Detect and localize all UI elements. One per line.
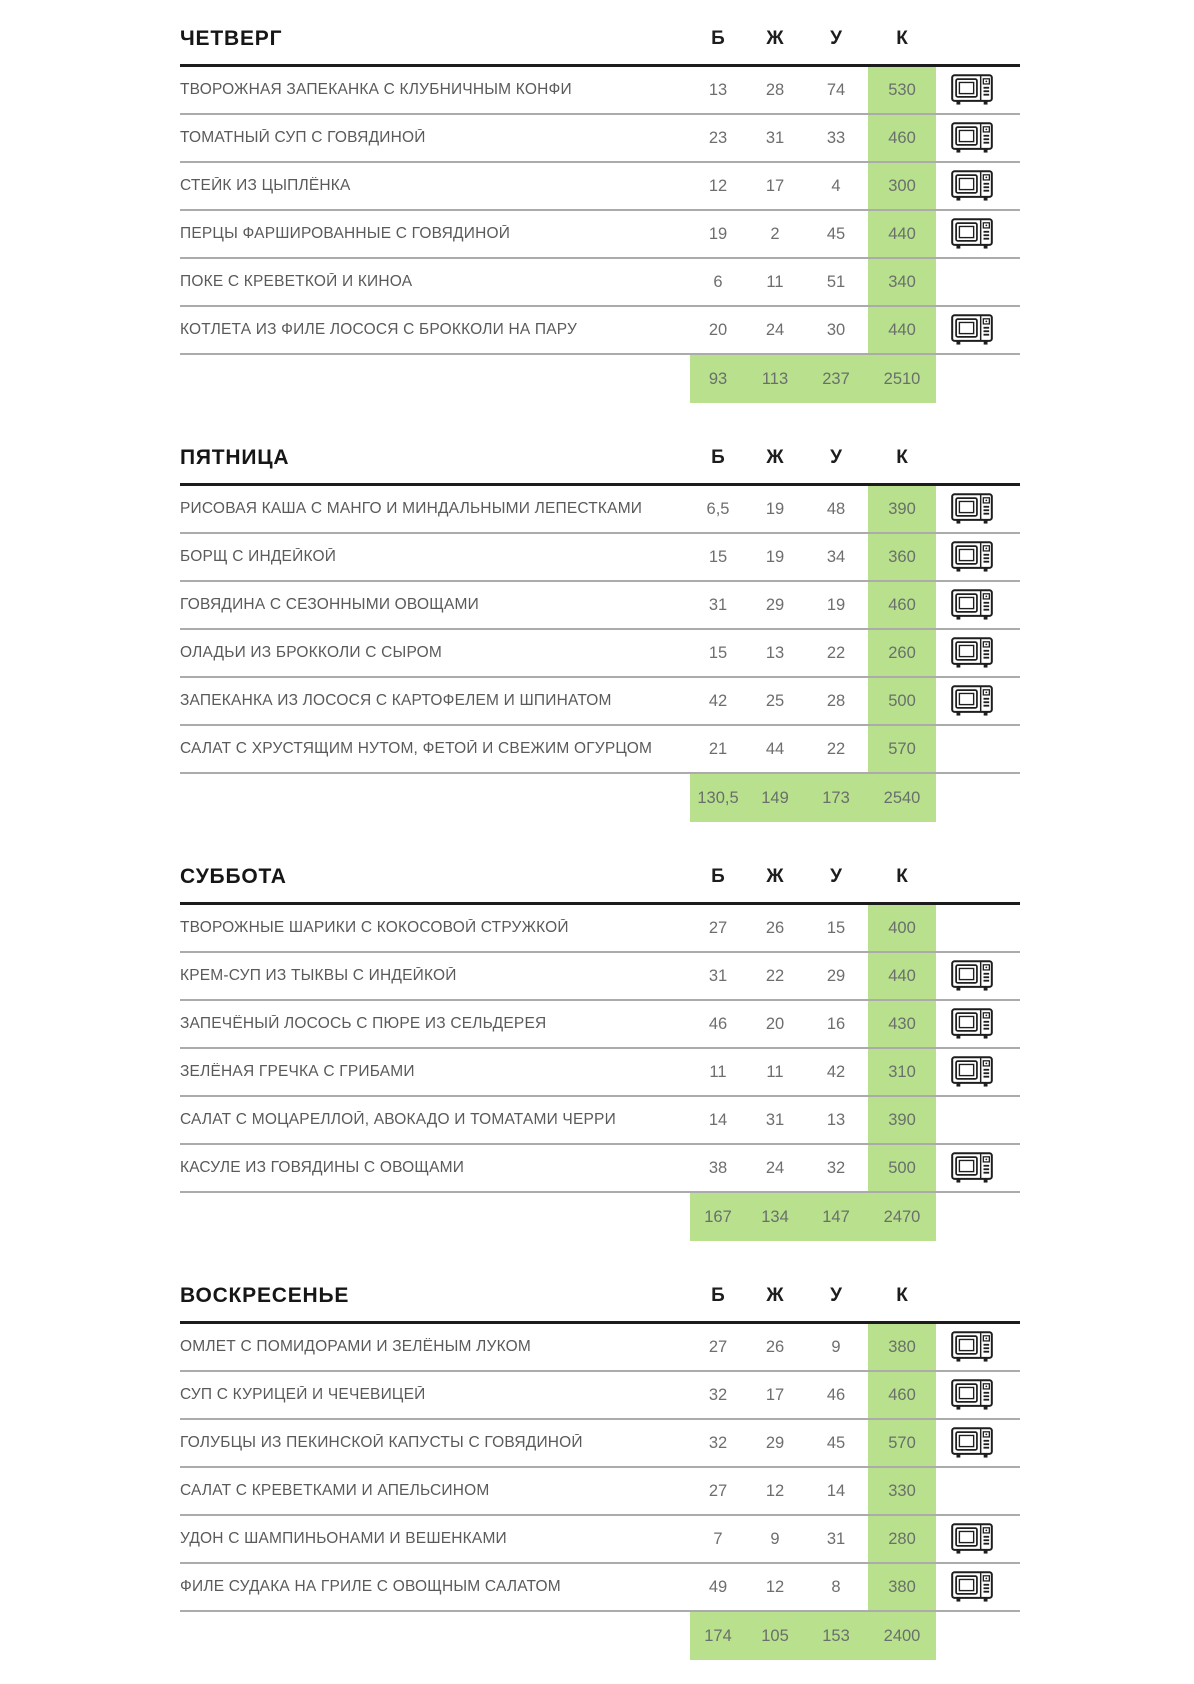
carbs-value: 31: [826, 1529, 846, 1548]
table-row: [180, 1468, 1020, 1516]
calories-value: 380: [868, 1324, 936, 1370]
carbs-value: 45: [826, 224, 846, 243]
carbs-value: 32: [826, 1158, 846, 1177]
fat-value: 31: [765, 1110, 785, 1129]
table-row: [180, 259, 1020, 307]
carbs-value: 29: [826, 966, 846, 985]
microwave-icon: [936, 905, 1008, 951]
dish-name: КРЕМ-СУП ИЗ ТЫКВЫ С ИНДЕЙКОЙ: [180, 967, 457, 984]
col-header-carbs: У: [830, 447, 842, 468]
total-calories: 2400: [868, 1612, 936, 1660]
calories-value: 530: [868, 67, 936, 113]
day-title: ПЯТНИЦА: [180, 446, 290, 469]
table-row: [180, 1097, 1020, 1145]
fat-value: 19: [765, 499, 785, 518]
protein-value: 7: [713, 1529, 723, 1548]
table-row: [180, 1372, 1020, 1420]
fat-value: 22: [765, 966, 785, 985]
fat-value: 17: [765, 176, 785, 195]
dish-name: ФИЛЕ СУДАКА НА ГРИЛЕ С ОВОЩНЫМ САЛАТОМ: [180, 1578, 561, 1595]
dish-name: БОРЩ С ИНДЕЙКОЙ: [180, 548, 337, 565]
total-carbs: 237: [804, 355, 868, 403]
protein-value: 31: [708, 595, 728, 614]
carbs-value: 48: [826, 499, 846, 518]
calories-value: 500: [868, 1145, 936, 1191]
total-carbs: 153: [804, 1612, 868, 1660]
col-header-fat: Ж: [766, 1285, 784, 1306]
carbs-value: 33: [826, 128, 846, 147]
col-header-fat: Ж: [766, 28, 784, 49]
day-section: [180, 433, 1020, 822]
fat-value: 28: [765, 80, 785, 99]
protein-value: 42: [708, 691, 728, 710]
calories-value: 570: [868, 1420, 936, 1466]
dish-name: ТВОРОЖНЫЕ ШАРИКИ С КОКОСОВОЙ СТРУЖКОЙ: [180, 919, 569, 936]
fat-value: 12: [765, 1481, 785, 1500]
table-row: [180, 534, 1020, 582]
dish-name: САЛАТ С МОЦАРЕЛЛОЙ, АВОКАДО И ТОМАТАМИ ЧЕРРИ: [180, 1111, 616, 1128]
dish-rows: [180, 486, 1020, 774]
day-section: [180, 852, 1020, 1241]
microwave-icon: [936, 1001, 1008, 1047]
protein-value: 19: [708, 224, 728, 243]
fat-value: 12: [765, 1577, 785, 1596]
calories-value: 310: [868, 1049, 936, 1095]
calories-value: 500: [868, 678, 936, 724]
dish-name: ОМЛЕТ С ПОМИДОРАМИ И ЗЕЛЁНЫМ ЛУКОМ: [180, 1338, 531, 1355]
carbs-value: 13: [826, 1110, 846, 1129]
col-header-fat: Ж: [766, 866, 784, 887]
table-row: [180, 953, 1020, 1001]
carbs-value: 4: [831, 176, 841, 195]
dish-name: КОТЛЕТА ИЗ ФИЛЕ ЛОСОСЯ С БРОККОЛИ НА ПАРУ: [180, 321, 578, 338]
carbs-value: 14: [826, 1481, 846, 1500]
carbs-value: 22: [826, 643, 846, 662]
fat-value: 2: [770, 224, 780, 243]
dish-name: ПОКЕ С КРЕВЕТКОЙ И КИНОА: [180, 273, 413, 290]
carbs-value: 15: [826, 918, 846, 937]
table-row: [180, 726, 1020, 774]
protein-value: 6,5: [706, 499, 730, 518]
fat-value: 29: [765, 1433, 785, 1452]
table-row: [180, 115, 1020, 163]
microwave-icon: [936, 534, 1008, 580]
carbs-value: 8: [831, 1577, 841, 1596]
dish-name: РИСОВАЯ КАША С МАНГО И МИНДАЛЬНЫМИ ЛЕПЕСТКАМИ: [180, 500, 643, 517]
dish-name: УДОН С ШАМПИНЬОНАМИ И ВЕШЕНКАМИ: [180, 1530, 507, 1547]
table-row: [180, 1001, 1020, 1049]
dish-name: ТВОРОЖНАЯ ЗАПЕКАНКА С КЛУБНИЧНЫМ КОНФИ: [180, 81, 572, 98]
microwave-icon: [936, 582, 1008, 628]
table-row: [180, 1420, 1020, 1468]
calories-value: 400: [868, 905, 936, 951]
microwave-icon: [936, 211, 1008, 257]
day-title: ВОСКРЕСЕНЬЕ: [180, 1284, 350, 1307]
protein-value: 38: [708, 1158, 728, 1177]
table-row: [180, 67, 1020, 115]
fat-value: 26: [765, 918, 785, 937]
carbs-value: 46: [826, 1385, 846, 1404]
fat-value: 17: [765, 1385, 785, 1404]
protein-value: 13: [708, 80, 728, 99]
fat-value: 20: [765, 1014, 785, 1033]
day-section-header: [180, 1271, 1020, 1321]
dish-name: КАСУЛЕ ИЗ ГОВЯДИНЫ С ОВОЩАМИ: [180, 1159, 465, 1176]
microwave-icon: [936, 1049, 1008, 1095]
day-section-header: [180, 14, 1020, 64]
col-header-carbs: У: [830, 866, 842, 887]
microwave-icon: [936, 953, 1008, 999]
day-title: ЧЕТВЕРГ: [180, 27, 283, 50]
total-protein: 130,5: [690, 774, 746, 822]
protein-value: 12: [708, 176, 728, 195]
total-carbs: 173: [804, 774, 868, 822]
protein-value: 32: [708, 1385, 728, 1404]
microwave-icon: [936, 1097, 1008, 1143]
protein-value: 21: [708, 739, 728, 758]
col-header-calories: К: [896, 866, 908, 887]
table-row: [180, 486, 1020, 534]
col-header-protein: Б: [711, 866, 725, 887]
protein-value: 15: [708, 643, 728, 662]
carbs-value: 42: [826, 1062, 846, 1081]
protein-value: 46: [708, 1014, 728, 1033]
col-header-carbs: У: [830, 28, 842, 49]
col-header-protein: Б: [711, 447, 725, 468]
total-calories: 2540: [868, 774, 936, 822]
dish-name: САЛАТ С ХРУСТЯЩИМ НУТОМ, ФЕТОЙ И СВЕЖИМ ОГУРЦОМ: [180, 740, 653, 757]
fat-value: 44: [765, 739, 785, 758]
table-row: [180, 905, 1020, 953]
protein-value: 15: [708, 547, 728, 566]
microwave-icon: [936, 163, 1008, 209]
table-row: [180, 163, 1020, 211]
carbs-value: 22: [826, 739, 846, 758]
table-row: [180, 1049, 1020, 1097]
microwave-icon: [936, 1145, 1008, 1191]
calories-value: 570: [868, 726, 936, 772]
calories-value: 340: [868, 259, 936, 305]
fat-value: 31: [765, 128, 785, 147]
fat-value: 25: [765, 691, 785, 710]
total-calories: 2510: [868, 355, 936, 403]
calories-value: 460: [868, 115, 936, 161]
carbs-value: 34: [826, 547, 846, 566]
protein-value: 27: [708, 918, 728, 937]
day-totals-row: [180, 774, 1020, 822]
dish-name: САЛАТ С КРЕВЕТКАМИ И АПЕЛЬСИНОМ: [180, 1482, 490, 1499]
microwave-icon: [936, 726, 1008, 772]
calories-value: 460: [868, 1372, 936, 1418]
table-row: [180, 630, 1020, 678]
total-calories: 2470: [868, 1193, 936, 1241]
col-header-fat: Ж: [766, 447, 784, 468]
protein-value: 23: [708, 128, 728, 147]
col-header-calories: К: [896, 447, 908, 468]
dish-name: ГОВЯДИНА С СЕЗОННЫМИ ОВОЩАМИ: [180, 596, 479, 613]
microwave-icon: [936, 1420, 1008, 1466]
fat-value: 26: [765, 1337, 785, 1356]
col-header-carbs: У: [830, 1285, 842, 1306]
calories-value: 330: [868, 1468, 936, 1514]
meal-plan-table: [180, 14, 1020, 1660]
microwave-icon: [936, 1372, 1008, 1418]
calories-value: 390: [868, 1097, 936, 1143]
carbs-value: 45: [826, 1433, 846, 1452]
day-section-header: [180, 852, 1020, 902]
day-section: [180, 14, 1020, 403]
dish-name: ГОЛУБЦЫ ИЗ ПЕКИНСКОЙ КАПУСТЫ С ГОВЯДИНОЙ: [180, 1434, 583, 1451]
calories-value: 440: [868, 953, 936, 999]
protein-value: 32: [708, 1433, 728, 1452]
dish-name: СТЕЙК ИЗ ЦЫПЛЁНКА: [180, 177, 351, 194]
protein-value: 31: [708, 966, 728, 985]
microwave-icon: [936, 678, 1008, 724]
dish-name: ЗАПЕЧЁНЫЙ ЛОСОСЬ С ПЮРЕ ИЗ СЕЛЬДЕРЕЯ: [180, 1015, 547, 1032]
table-row: [180, 307, 1020, 355]
table-row: [180, 1145, 1020, 1193]
protein-value: 27: [708, 1337, 728, 1356]
fat-value: 19: [765, 547, 785, 566]
fat-value: 24: [765, 320, 785, 339]
calories-value: 260: [868, 630, 936, 676]
calories-value: 280: [868, 1516, 936, 1562]
dish-name: ПЕРЦЫ ФАРШИРОВАННЫЕ С ГОВЯДИНОЙ: [180, 225, 511, 242]
total-protein: 174: [690, 1612, 746, 1660]
day-title: СУББОТА: [180, 865, 287, 888]
table-row: [180, 1516, 1020, 1564]
protein-value: 11: [709, 1062, 727, 1081]
calories-value: 390: [868, 486, 936, 532]
carbs-value: 28: [826, 691, 846, 710]
dish-name: ЗАПЕКАНКА ИЗ ЛОСОСЯ С КАРТОФЕЛЕМ И ШПИНАТОМ: [180, 692, 612, 709]
total-fat: 134: [746, 1193, 804, 1241]
dish-name: ТОМАТНЫЙ СУП С ГОВЯДИНОЙ: [180, 129, 426, 146]
table-row: [180, 211, 1020, 259]
calories-value: 430: [868, 1001, 936, 1047]
calories-value: 440: [868, 307, 936, 353]
protein-value: 6: [713, 272, 723, 291]
microwave-icon: [936, 307, 1008, 353]
microwave-icon: [936, 1324, 1008, 1370]
calories-value: 300: [868, 163, 936, 209]
total-fat: 105: [746, 1612, 804, 1660]
fat-value: 29: [765, 595, 785, 614]
carbs-value: 74: [826, 80, 846, 99]
calories-value: 380: [868, 1564, 936, 1610]
total-protein: 93: [690, 355, 746, 403]
dish-name: ЗЕЛЁНАЯ ГРЕЧКА С ГРИБАМИ: [180, 1063, 415, 1080]
fat-value: 9: [770, 1529, 780, 1548]
total-protein: 167: [690, 1193, 746, 1241]
protein-value: 27: [708, 1481, 728, 1500]
carbs-value: 9: [831, 1337, 841, 1356]
microwave-icon: [936, 630, 1008, 676]
calories-value: 440: [868, 211, 936, 257]
total-fat: 149: [746, 774, 804, 822]
microwave-icon: [936, 1564, 1008, 1610]
microwave-icon: [936, 1468, 1008, 1514]
carbs-value: 16: [826, 1014, 846, 1033]
dish-rows: [180, 67, 1020, 355]
protein-value: 20: [708, 320, 728, 339]
microwave-icon: [936, 115, 1008, 161]
dish-name: ОЛАДЬИ ИЗ БРОККОЛИ С СЫРОМ: [180, 644, 443, 661]
total-fat: 113: [746, 355, 804, 403]
microwave-icon: [936, 486, 1008, 532]
table-row: [180, 582, 1020, 630]
protein-value: 49: [708, 1577, 728, 1596]
microwave-icon: [936, 259, 1008, 305]
dish-rows: [180, 1324, 1020, 1612]
carbs-value: 19: [826, 595, 846, 614]
total-carbs: 147: [804, 1193, 868, 1241]
day-totals-row: [180, 1193, 1020, 1241]
day-totals-row: [180, 1612, 1020, 1660]
table-row: [180, 678, 1020, 726]
col-header-protein: Б: [711, 1285, 725, 1306]
dish-name: СУП С КУРИЦЕЙ И ЧЕЧЕВИЦЕЙ: [180, 1386, 426, 1403]
microwave-icon: [936, 67, 1008, 113]
day-section-header: [180, 433, 1020, 483]
calories-value: 360: [868, 534, 936, 580]
dish-rows: [180, 905, 1020, 1193]
fat-value: 24: [765, 1158, 785, 1177]
col-header-calories: К: [896, 1285, 908, 1306]
fat-value: 11: [766, 1062, 784, 1081]
day-totals-row: [180, 355, 1020, 403]
table-row: [180, 1324, 1020, 1372]
fat-value: 11: [766, 272, 784, 291]
calories-value: 460: [868, 582, 936, 628]
day-section: [180, 1271, 1020, 1660]
col-header-calories: К: [896, 28, 908, 49]
carbs-value: 30: [826, 320, 846, 339]
table-row: [180, 1564, 1020, 1612]
protein-value: 14: [708, 1110, 728, 1129]
col-header-protein: Б: [711, 28, 725, 49]
carbs-value: 51: [826, 272, 846, 291]
microwave-icon: [936, 1516, 1008, 1562]
fat-value: 13: [765, 643, 785, 662]
